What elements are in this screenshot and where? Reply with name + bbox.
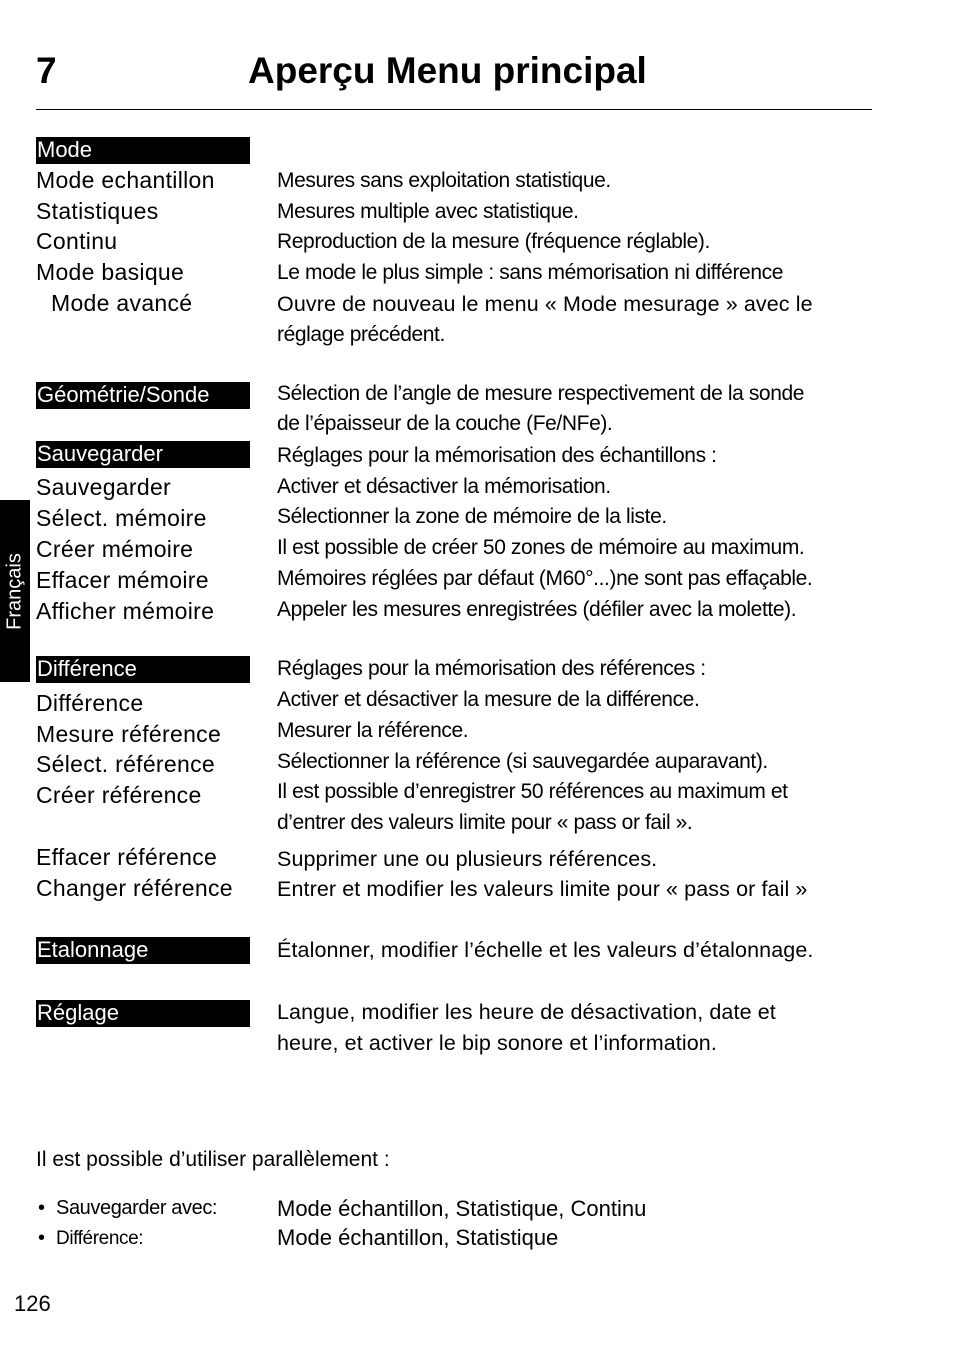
desc-difference-heading: Réglages pour la mémorisation des références : <box>277 657 706 680</box>
desc-select-reference: Sélectionner la référence (si sauvegardée auparavant). <box>277 750 768 773</box>
desc-creer-reference: Il est possible d’enregistrer 50 références au maximum et <box>277 780 788 803</box>
desc-creer-reference-cont: d’entrer des valeurs limite pour « pass or fail ». <box>277 811 693 834</box>
parallel-item-label: Différence: <box>56 1228 144 1249</box>
desc-geometrie-1: Sélection de l’angle de mesure respectivement de la sonde <box>277 382 805 405</box>
term-effacer-reference: Effacer référence <box>36 844 218 870</box>
desc-difference: Activer et désactiver la mesure de la différence. <box>277 688 700 711</box>
term-select-reference: Sélect. référence <box>36 751 215 777</box>
desc-geometrie-2: de l’épaisseur de la couche (Fe/NFe). <box>277 412 613 435</box>
section-heading-etalonnage: Etalonnage <box>36 937 250 964</box>
desc-select-memoire: Sélectionner la zone de mémoire de la liste. <box>277 505 667 528</box>
bullet-dot: • <box>38 1197 46 1219</box>
term-difference: Différence <box>36 690 144 716</box>
desc-changer-reference: Entrer et modifier les valeurs limite pour « pass or fail » <box>277 877 808 901</box>
term-afficher-memoire: Afficher mémoire <box>36 598 215 624</box>
term-select-memoire: Sélect. mémoire <box>36 505 207 531</box>
desc-mode-echantillon: Mesures sans exploitation statistique. <box>277 169 611 192</box>
desc-creer-memoire: Il est possible de créer 50 zones de mémoire au maximum. <box>277 536 805 559</box>
term-mode-avance: Mode avancé <box>51 290 193 316</box>
bullet-dot: • <box>38 1227 46 1249</box>
section-heading-sauvegarder: Sauvegarder <box>36 441 250 468</box>
section-heading-geometrie: Géométrie/Sonde <box>36 382 250 409</box>
term-sauvegarder: Sauvegarder <box>36 474 171 500</box>
term-effacer-memoire: Effacer mémoire <box>36 567 209 593</box>
section-heading-difference: Différence <box>36 656 250 683</box>
parallel-item-label: Sauvegarder avec: <box>56 1197 218 1219</box>
section-heading-mode: Mode <box>36 137 250 164</box>
term-mode-basique: Mode basique <box>36 259 185 285</box>
desc-mode-avance-cont: réglage précédent. <box>277 323 445 346</box>
desc-mode-avance: Ouvre de nouveau le menu « Mode mesurage » avec le <box>277 292 813 316</box>
term-creer-memoire: Créer mémoire <box>36 536 194 562</box>
desc-sauvegarder: Activer et désactiver la mémorisation. <box>277 475 611 498</box>
desc-etalonnage: Étalonner, modifier l’échelle et les valeurs d’étalonnage. <box>277 938 814 962</box>
section-heading-reglage: Réglage <box>36 1000 250 1027</box>
term-mode-echantillon: Mode echantillon <box>36 167 215 193</box>
desc-statistiques: Mesures multiple avec statistique. <box>277 200 579 223</box>
parallel-item-value: Mode échantillon, Statistique, Continu <box>277 1196 647 1221</box>
term-mesure-reference: Mesure référence <box>36 721 222 747</box>
parallel-intro: Il est possible d’utiliser parallèlement : <box>36 1148 390 1171</box>
title-divider <box>36 109 872 110</box>
parallel-item-value: Mode échantillon, Statistique <box>277 1225 559 1250</box>
term-statistiques: Statistiques <box>36 198 159 224</box>
desc-reglage-2: heure, et activer le bip sonore et l’information. <box>277 1031 717 1055</box>
page-number: 126 <box>14 1291 51 1316</box>
term-changer-reference: Changer référence <box>36 875 233 901</box>
desc-afficher-memoire: Appeler les mesures enregistrées (défiler avec la molette). <box>277 598 797 621</box>
chapter-number: 7 <box>36 50 57 91</box>
desc-reglage-1: Langue, modifier les heure de désactivation, date et <box>277 1000 776 1024</box>
desc-effacer-reference: Supprimer une ou plusieurs références. <box>277 847 658 871</box>
parallel-item <box>38 1227 143 1250</box>
term-creer-reference: Créer référence <box>36 782 202 808</box>
page-title: Aperçu Menu principal <box>248 50 647 91</box>
desc-effacer-memoire: Mémoires réglées par défaut (M60°...)ne sont pas effaçable. <box>277 567 813 590</box>
parallel-item <box>38 1197 217 1220</box>
desc-continu: Reproduction de la mesure (fréquence réglable). <box>277 230 710 253</box>
desc-mode-basique: Le mode le plus simple : sans mémorisation ni différence <box>277 261 783 284</box>
desc-sauvegarder-heading: Réglages pour la mémorisation des échantillons : <box>277 444 717 467</box>
language-side-label: Français <box>3 553 26 630</box>
term-continu: Continu <box>36 228 118 254</box>
desc-mesure-reference: Mesurer la référence. <box>277 719 469 742</box>
